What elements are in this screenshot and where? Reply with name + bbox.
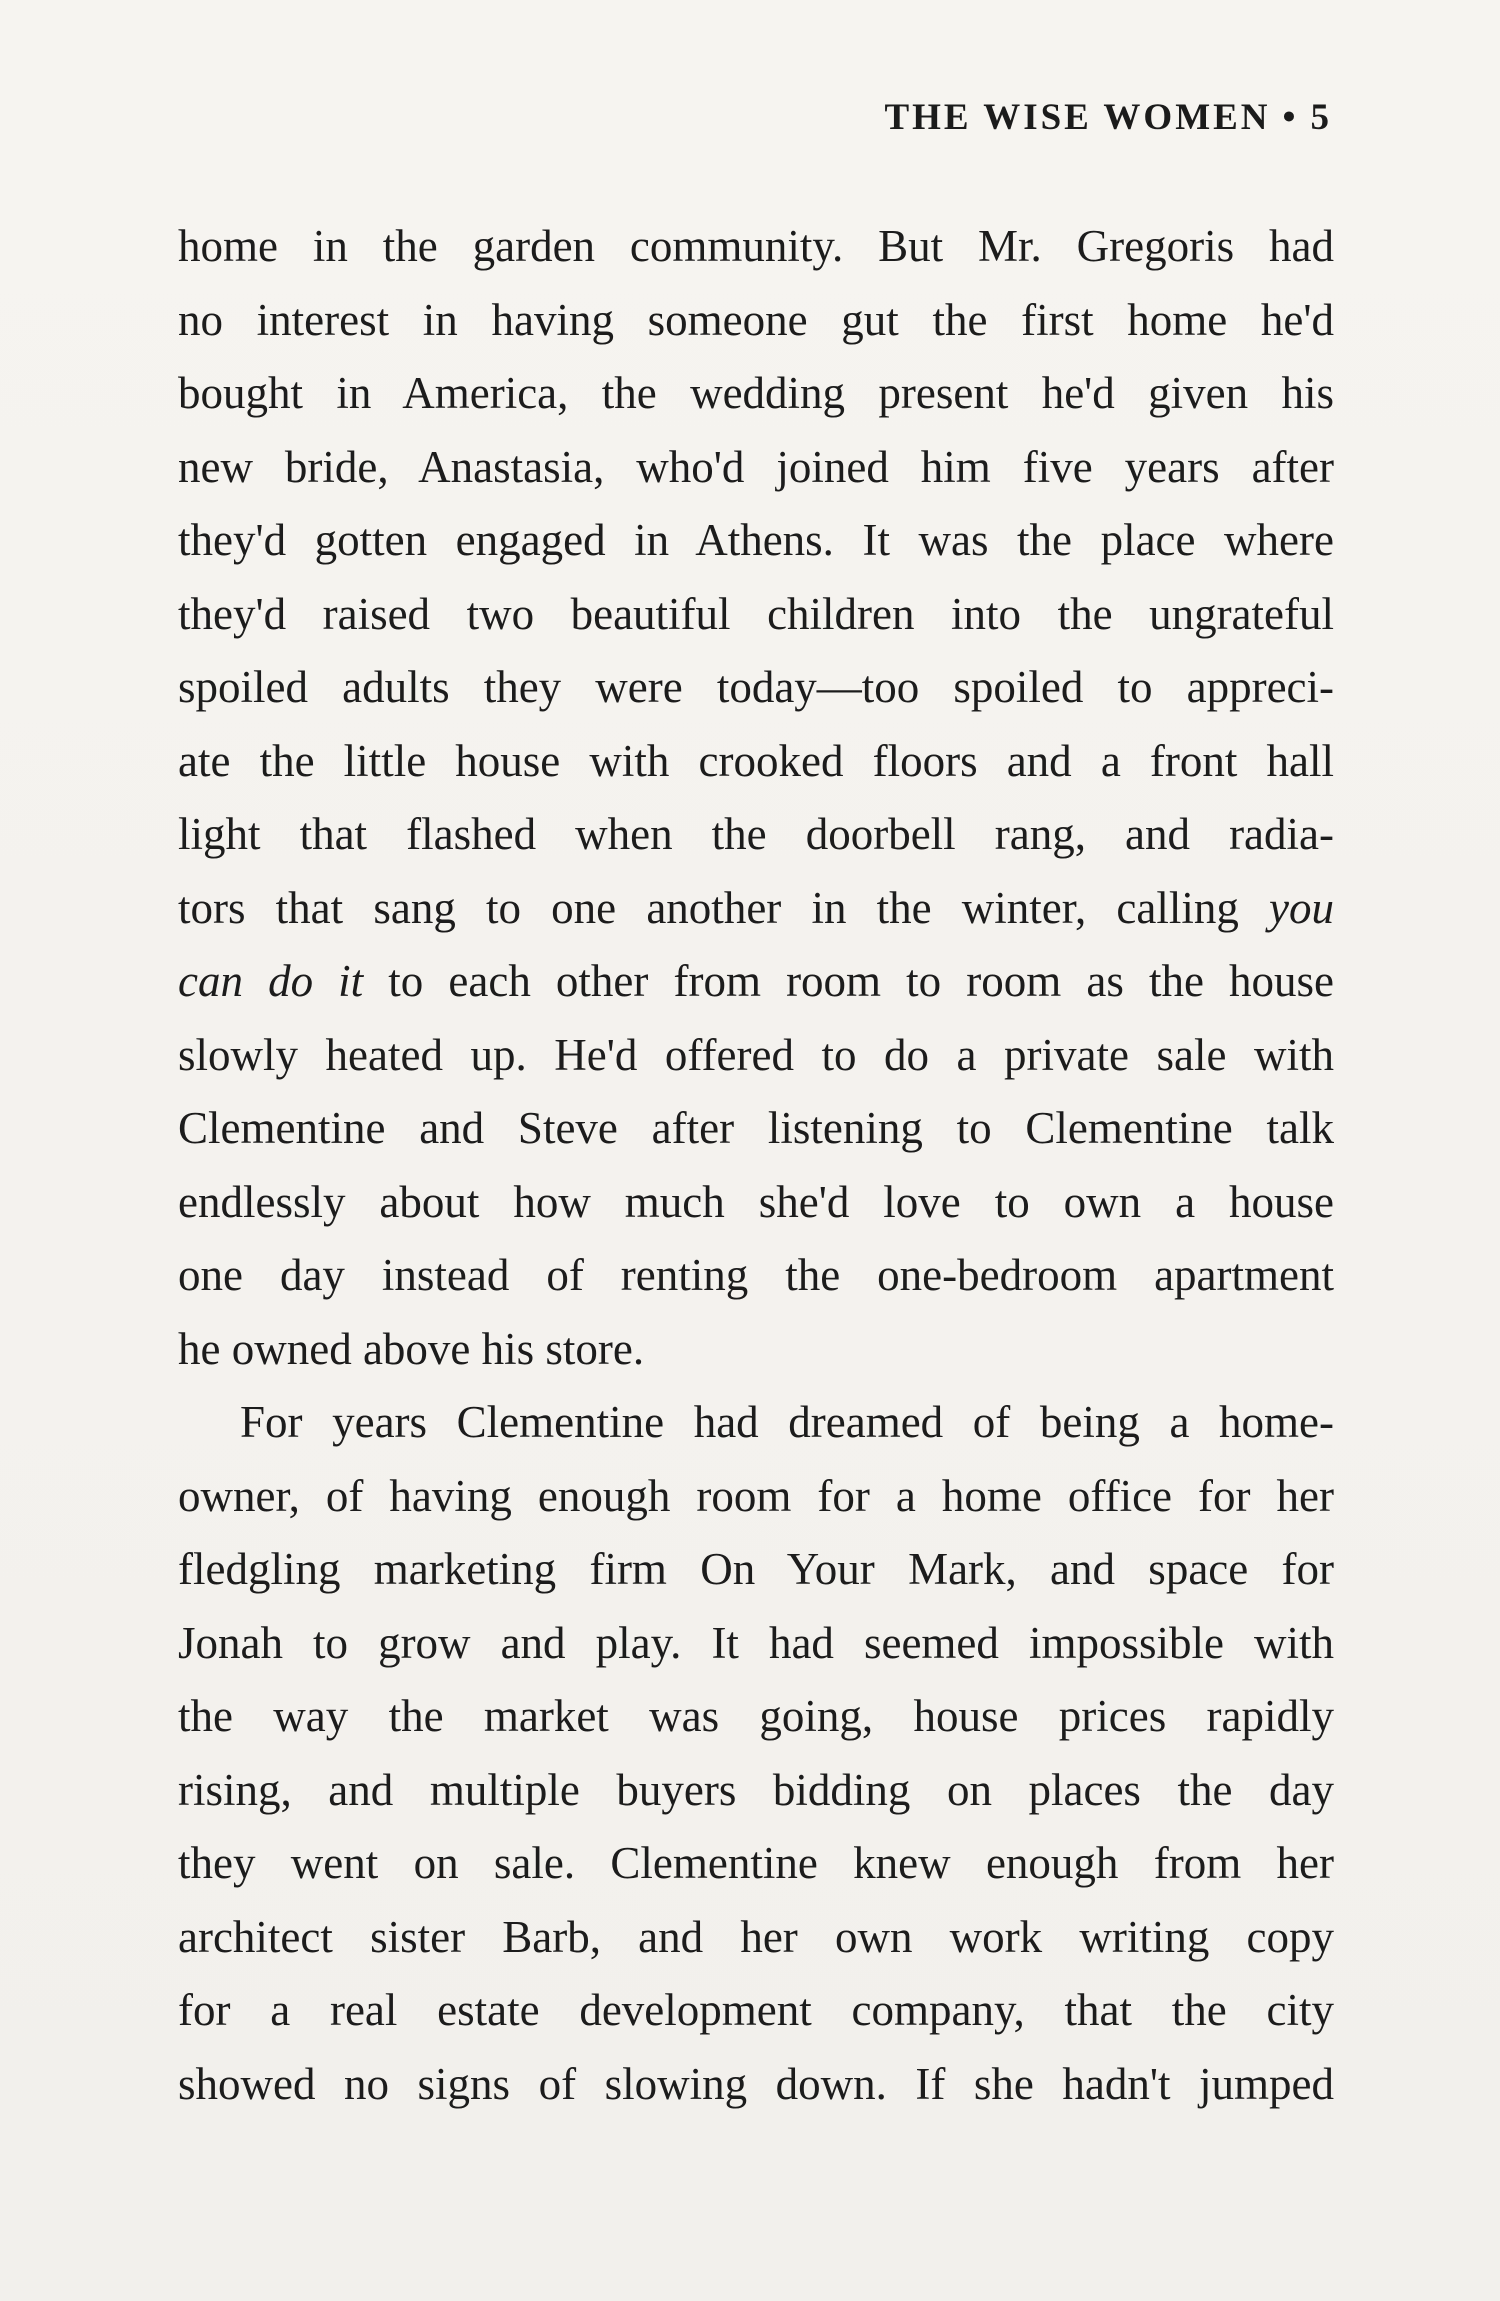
text-line: the way the market was going, house prices rapidly xyxy=(178,1691,1334,1741)
book-title: THE WISE WOMEN xyxy=(884,97,1271,138)
page-number: 5 xyxy=(1310,97,1332,138)
text-segment: tors that sang to one another in the winter, calling xyxy=(178,882,1239,933)
text-line: for a real estate development company, that the city xyxy=(178,1985,1334,2035)
text-line: no interest in having someone gut the first home he'd xyxy=(178,294,1334,345)
text-line: endlessly about how much she'd love to own a house xyxy=(178,1176,1334,1227)
text-line: ate the little house with crooked floors and a front hall xyxy=(178,735,1334,786)
text-line: they went on sale. Clementine knew enough from her xyxy=(178,1838,1334,1888)
text-line: new bride, Anastasia, who'd joined him five years after xyxy=(178,441,1334,492)
text-line: home in the garden community. But Mr. Gregoris had xyxy=(178,221,1334,271)
text-line: Clementine and Steve after listening to Clementine talk xyxy=(178,1103,1334,1153)
italic-text: you xyxy=(1269,882,1335,933)
text-line: they'd raised two beautiful children into the ungrateful xyxy=(178,588,1334,639)
text-line: Jonah to grow and play. It had seemed impossible with xyxy=(178,1617,1334,1668)
text-line: rising, and multiple buyers bidding on places the day xyxy=(178,1764,1334,1815)
text-line: one day instead of renting the one-bedroom apartment xyxy=(178,1250,1334,1300)
text-line: light that flashed when the doorbell rang, and radia- xyxy=(178,809,1334,859)
paragraph-1 xyxy=(178,210,1334,1386)
text-line: fledgling marketing firm On Your Mark, and space for xyxy=(178,1544,1334,1594)
text-line: For years Clementine had dreamed of being a home- xyxy=(240,1397,1334,1447)
running-head xyxy=(884,96,1332,139)
header-separator: • xyxy=(1282,97,1299,138)
text-line: owner, of having enough room for a home office for her xyxy=(178,1470,1334,1521)
text-line: they'd gotten engaged in Athens. It was the place where xyxy=(178,515,1334,565)
text-line xyxy=(178,872,1334,946)
text-line: he owned above his store. xyxy=(178,1323,645,1374)
italic-text: can do it xyxy=(178,956,364,1006)
text-segment: to each other from room to room as the house xyxy=(388,956,1335,1006)
text-line: spoiled adults they were today—too spoiled to appreci- xyxy=(178,662,1334,712)
text-line: bought in America, the wedding present he'd given his xyxy=(178,368,1334,418)
text-line: slowly heated up. He'd offered to do a private sale with xyxy=(178,1029,1334,1080)
body-text xyxy=(178,210,1334,2121)
text-line xyxy=(178,945,1334,1019)
paragraph-2 xyxy=(178,1386,1334,2121)
text-line: architect sister Barb, and her own work writing copy xyxy=(178,1911,1334,1962)
text-line: showed no signs of slowing down. If she hadn't jumped xyxy=(178,2058,1334,2109)
